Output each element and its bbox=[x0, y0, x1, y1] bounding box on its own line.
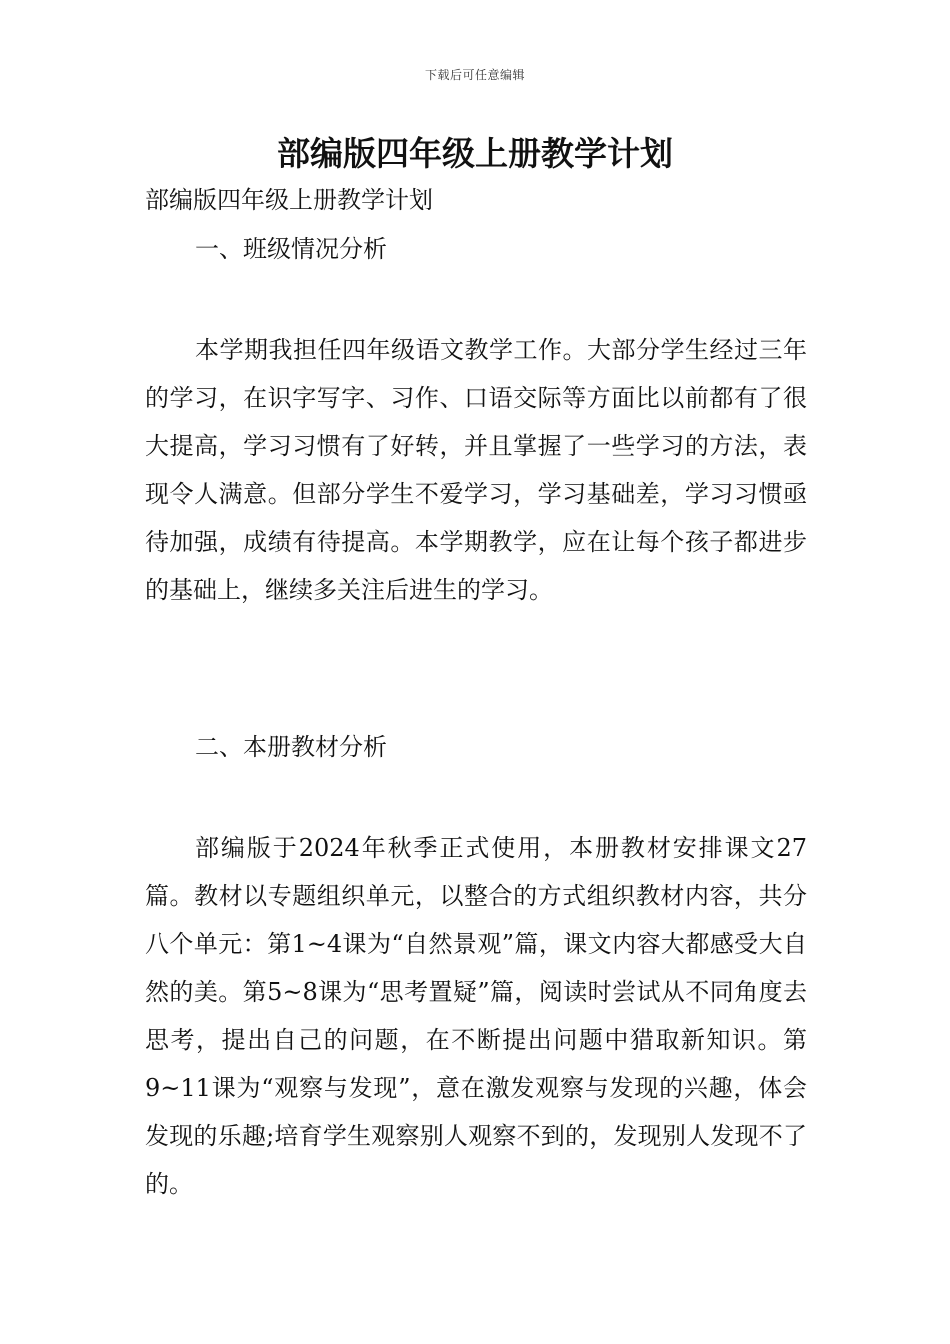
header-note: 下载后可任意编辑 bbox=[424, 68, 525, 82]
section-paragraph-textbook-analysis: 部编版于2024年秋季正式使用，本册教材安排课文27篇。教材以专题组织单元，以整合的方式组织教材内容，共分八个单元：第1~4课为“自然景观”篇，课文内容大都感受大自然的美。第5~8课为“思考置疑”篇，阅读时尝试从不同角度去思考，提出自己的问题，在不断提出问题中猎取新知识。第9~11课为“观察与发现”，意在激发观察与发现的兴趣，体会发现的乐趣;培育学生观察别人观察不到的，发现别人发现不了的。 bbox=[145, 834, 807, 1198]
document-title: 部编版四年级上册教学计划 bbox=[277, 134, 673, 173]
section-paragraph-class-analysis: 本学期我担任四年级语文教学工作。大部分学生经过三年的学习，在识字写字、习作、口语交际等方面比以前都有了很大提高，学习习惯有了好转，并且掌握了一些学习的方法，表现令人满意。但部分学生不爱学习，学习基础差，学习习惯亟待加强，成绩有待提高。本学期教学，应在让每个孩子都进步的基础上，继续多关注后进生的学习。 bbox=[145, 336, 807, 604]
document-subtitle: 部编版四年级上册教学计划 bbox=[145, 186, 433, 214]
section-heading-textbook-analysis: 二、本册教材分析 bbox=[195, 733, 387, 761]
section-heading-class-analysis: 一、班级情况分析 bbox=[195, 235, 387, 263]
